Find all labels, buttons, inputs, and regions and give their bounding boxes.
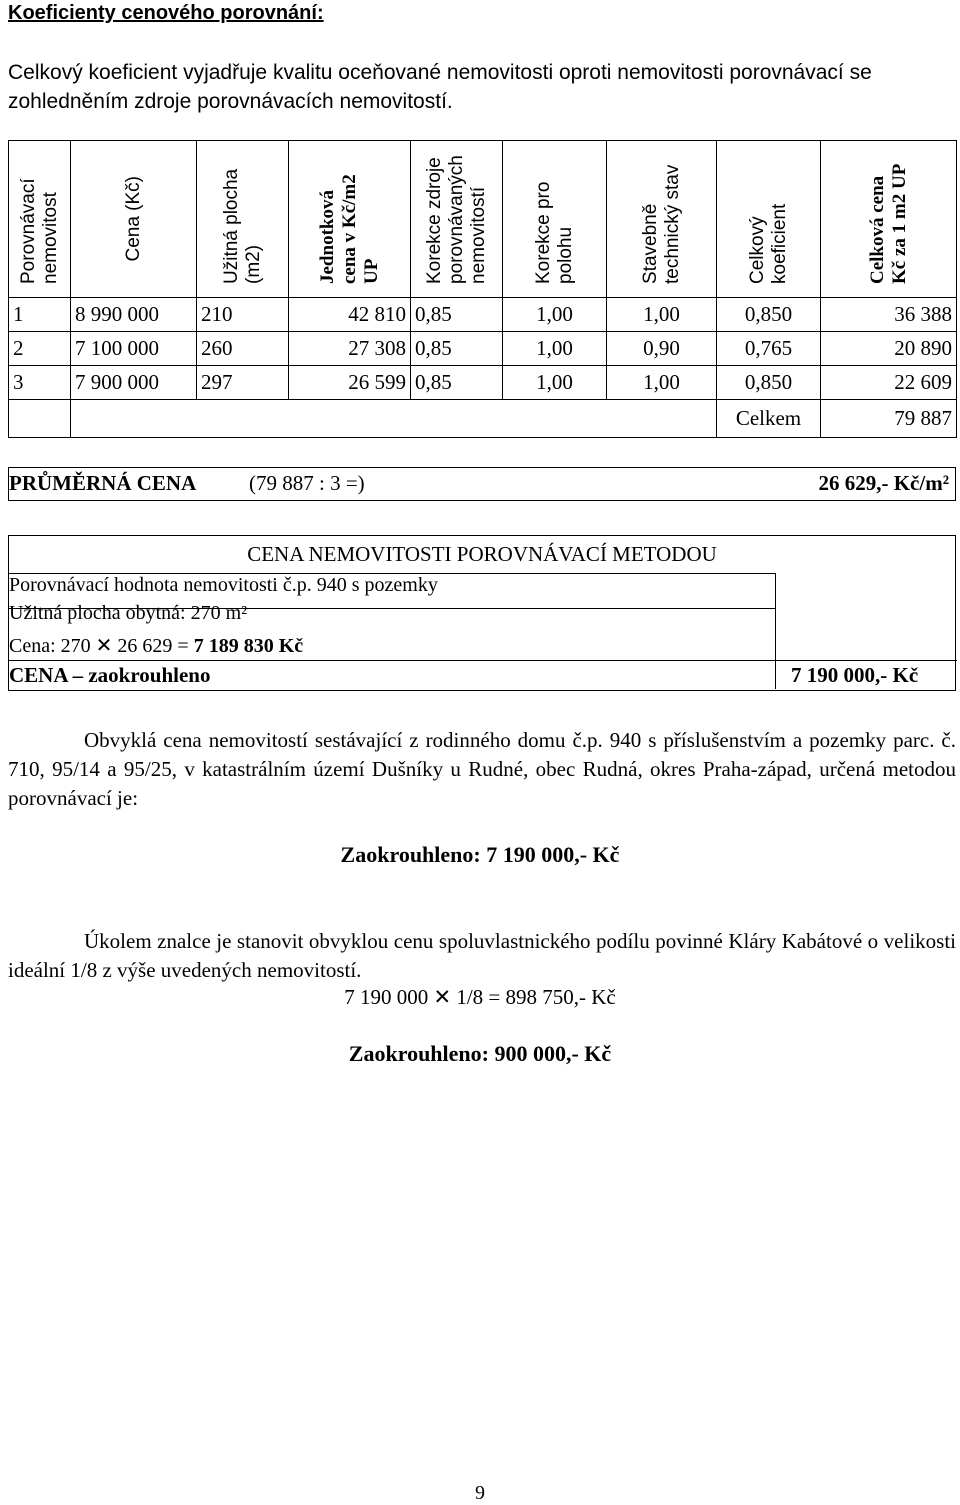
cell-area: 210 — [197, 298, 289, 332]
cell-k-condition: 1,00 — [607, 366, 717, 400]
col-header-property: Porovnávací nemovitost — [9, 141, 71, 298]
share-calculation — [0, 985, 960, 1010]
comparative-value-label: Porovnávací hodnota nemovitosti č.p. 940 s pozemky — [9, 574, 438, 596]
divider — [9, 660, 957, 661]
table-header-row — [9, 141, 957, 298]
share-paragraph: Úkolem znalce je stanovit obvyklou cenu spoluvlastnického podílu povinné Kláry Kabátové o velikosti ideální 1/8 z výše uvedených nemovitostí. — [8, 929, 956, 982]
cell-k-total: 0,765 — [717, 332, 821, 366]
comparative-method-box — [8, 535, 956, 691]
rounded-value: 7 190 000,- Kč — [791, 663, 919, 687]
col-header-source-correction: Korekce zdroje porovnávaných nemovitostí — [411, 141, 503, 298]
rounded-result-total: Zaokrouhleno: 7 190 000,- Kč — [340, 842, 620, 867]
col-header-location-correction: Korekce pro polohu — [503, 141, 607, 298]
cell-k-condition: 0,90 — [607, 332, 717, 366]
average-price-value: 26 629,- Kč/m² — [818, 471, 949, 495]
table-total-row — [9, 400, 957, 438]
price-calc-mid: 26 629 = — [112, 635, 194, 657]
col-header-total-price: Celková cena Kč za 1 m2 UP — [821, 141, 957, 298]
intro-paragraph: Celkový koeficient vyjadřuje kvalitu oceňované nemovitosti oproti nemovitosti porovnávací se zohledněním zdroje porovnávacích nemovitostí. — [8, 61, 872, 113]
cell-empty-span — [71, 400, 717, 438]
cell-k-source: 0,85 — [411, 298, 503, 332]
price-calc-prefix: Cena: 270 — [9, 635, 96, 657]
cell-area: 260 — [197, 332, 289, 366]
cell-k-total: 0,850 — [717, 366, 821, 400]
rounded-label: CENA – zaokrouhleno — [9, 663, 211, 687]
cell-id: 1 — [9, 298, 71, 332]
col-header-condition: Stavebně technický stav — [607, 141, 717, 298]
cell-empty — [9, 400, 71, 438]
price-calculation — [9, 633, 303, 658]
cell-unit-price: 26 599 — [289, 366, 411, 400]
cell-price: 7 100 000 — [71, 332, 197, 366]
method-title: CENA NEMOVITOSTI POROVNÁVACÍ METODOU — [247, 542, 717, 566]
cell-unit-price: 27 308 — [289, 332, 411, 366]
divider — [775, 573, 776, 689]
conclusion-paragraph: Obvyklá cena nemovitostí sestávající z rodinného domu č.p. 940 s příslušenstvím a pozemky parc. č. 710, 95/14 a 95/25, v katastrálním území Dušníky u Rudné, obec Rudná, okres Praha-západ, určená metodou porovnávací je: — [8, 728, 956, 810]
cell-total-price: 36 388 — [821, 298, 957, 332]
cell-id: 2 — [9, 332, 71, 366]
col-header-unit-price: Jednotková cena v Kč/m2 UP — [289, 141, 411, 298]
page-number: 9 — [475, 1482, 485, 1504]
times-icon: ✕ — [433, 985, 452, 1009]
cell-total-price: 20 890 — [821, 332, 957, 366]
average-price-label: PRŮMĚRNÁ CENA — [9, 471, 197, 495]
comparison-table — [8, 140, 957, 438]
cell-k-source: 0,85 — [411, 332, 503, 366]
cell-k-source: 0,85 — [411, 366, 503, 400]
col-header-total-coef: Celkový koeficient — [717, 141, 821, 298]
cell-unit-price: 42 810 — [289, 298, 411, 332]
table-row — [9, 332, 957, 366]
cell-k-location: 1,00 — [503, 332, 607, 366]
average-price-calc: (79 887 : 3 =) — [249, 471, 365, 495]
table-row — [9, 366, 957, 400]
cell-k-total: 0,850 — [717, 298, 821, 332]
col-header-price: Cena (Kč) — [71, 141, 197, 298]
cell-id: 3 — [9, 366, 71, 400]
table-row — [9, 298, 957, 332]
section-heading: Koeficienty cenového porovnání: — [8, 2, 324, 24]
cell-k-condition: 1,00 — [607, 298, 717, 332]
col-header-area: Užitná plocha (m2) — [197, 141, 289, 298]
cell-area: 297 — [197, 366, 289, 400]
cell-total-price: 22 609 — [821, 366, 957, 400]
cell-k-location: 1,00 — [503, 298, 607, 332]
share-calc-left: 7 190 000 — [344, 985, 434, 1009]
cell-k-location: 1,00 — [503, 366, 607, 400]
share-calc-right: 1/8 = 898 750,- Kč — [451, 985, 616, 1009]
times-icon: ✕ — [95, 635, 113, 657]
total-value: 79 887 — [821, 400, 957, 438]
cell-price: 8 990 000 — [71, 298, 197, 332]
average-price-box — [8, 467, 956, 501]
total-label: Celkem — [717, 400, 821, 438]
floor-area-label: Užitná plocha obytná: 270 m² — [9, 602, 248, 624]
price-calc-result: 7 189 830 Kč — [193, 635, 304, 657]
rounded-result-share: Zaokrouhleno: 900 000,- Kč — [348, 1041, 612, 1066]
cell-price: 7 900 000 — [71, 366, 197, 400]
